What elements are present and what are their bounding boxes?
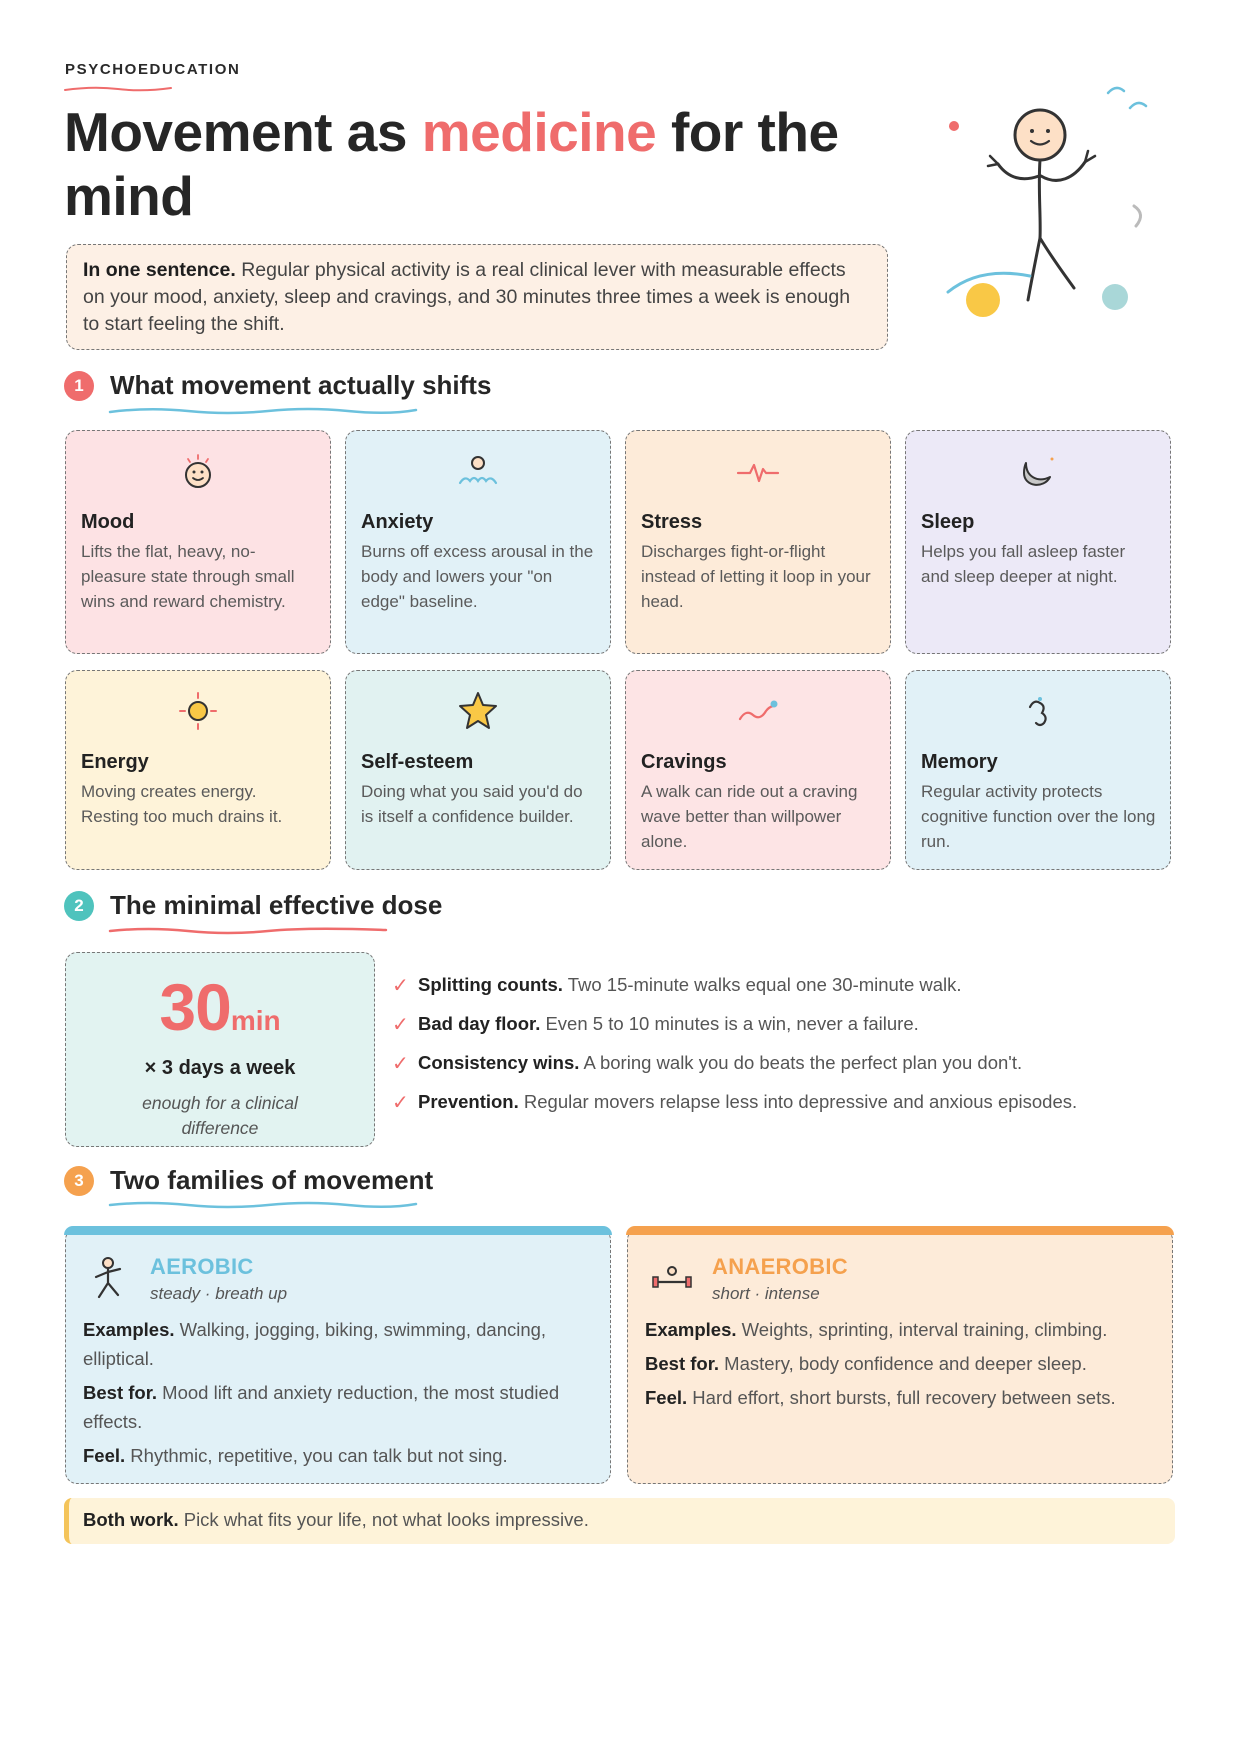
- brain-icon: [1016, 689, 1060, 733]
- section-1-title: What movement actually shifts: [110, 370, 492, 400]
- effect-title: Sleep: [921, 511, 975, 533]
- aerobic-feel: [83, 1441, 590, 1470]
- point-lead: Splitting counts.: [418, 974, 563, 995]
- effect-card-anxiety: [345, 430, 611, 654]
- dose-unit: min: [230, 1005, 281, 1036]
- effect-card-energy: [65, 670, 331, 870]
- dose-number: 30: [159, 970, 231, 1044]
- aerobic-accent-bar: [64, 1226, 612, 1235]
- feel-text: Rhythmic, repetitive, you can talk but not sing.: [125, 1445, 508, 1466]
- point-lead: Prevention.: [418, 1091, 519, 1112]
- barbell-icon: [646, 1255, 698, 1301]
- eyebrow-label: PSYCHOEDUCATION: [65, 61, 241, 78]
- effect-card-self-esteem: [345, 670, 611, 870]
- eyebrow-underline: [63, 85, 173, 93]
- point-text: Two 15-minute walks equal one 30-minute walk.: [562, 974, 962, 995]
- dose-checklist: [392, 973, 1192, 1129]
- examples-label: Examples.: [83, 1319, 175, 1340]
- effect-desc: Burns off excess arousal in the body and lowers your "on edge" baseline.: [361, 542, 594, 611]
- list-item: [392, 973, 1192, 1012]
- summary-text: Regular physical activity is a real clinical lever with measurable effects on your mood, anxiety, sleep and cravings, and 30 minutes three times a week is enough to start feeling the shift.: [83, 259, 851, 335]
- title-accent: medicine: [421, 101, 657, 163]
- dose-note: enough for a clinical difference: [142, 1093, 298, 1138]
- wave-icon: [736, 689, 780, 733]
- anaerobic-feel: [645, 1383, 1152, 1412]
- best-for-label: Best for.: [645, 1353, 720, 1374]
- effect-title: Stress: [641, 511, 703, 533]
- examples-text: Walking, jogging, biking, swimming, dancing, elliptical.: [83, 1319, 547, 1369]
- checkmark-icon: ✓: [392, 975, 409, 997]
- effect-desc: A walk can ride out a craving wave better than willpower alone.: [641, 782, 858, 851]
- anaerobic-body: [645, 1315, 1152, 1417]
- point-lead: Bad day floor.: [418, 1013, 541, 1034]
- calm-waves-icon: [456, 449, 500, 493]
- effect-title: Mood: [81, 511, 135, 533]
- section-2-number: 2: [64, 891, 94, 921]
- section-3-title: Two families of movement: [110, 1165, 434, 1195]
- section-3-header: [64, 1165, 433, 1196]
- sun-icon: [176, 689, 220, 733]
- anaerobic-card: [627, 1228, 1173, 1484]
- feel-label: Feel.: [83, 1445, 126, 1466]
- page-title: [64, 100, 904, 228]
- anaerobic-title: ANAEROBIC: [712, 1254, 848, 1279]
- feel-label: Feel.: [645, 1387, 688, 1408]
- dose-frequency: × 3 days a week: [144, 1057, 296, 1079]
- aerobic-card: [65, 1228, 611, 1484]
- aerobic-subtitle: steady · breath up: [150, 1284, 288, 1303]
- checkmark-icon: ✓: [392, 1092, 409, 1114]
- dose-amount: [66, 969, 374, 1045]
- list-item: [392, 1090, 1192, 1129]
- section-2-underline: [108, 926, 388, 936]
- summary-box: [66, 244, 888, 350]
- feel-text: Hard effort, short bursts, full recovery between sets.: [687, 1387, 1116, 1408]
- title-part-1: Movement as: [64, 101, 422, 163]
- aerobic-title: AEROBIC: [150, 1254, 254, 1279]
- effect-desc: Regular activity protects cognitive function over the long run.: [921, 782, 1156, 851]
- dose-card: [65, 952, 375, 1147]
- effect-desc: Doing what you said you'd do is itself a confidence builder.: [361, 782, 583, 826]
- checkmark-icon: ✓: [392, 1014, 409, 1036]
- effect-title: Cravings: [641, 751, 727, 773]
- aerobic-examples: [83, 1315, 590, 1373]
- point-text: Even 5 to 10 minutes is a win, never a failure.: [540, 1013, 919, 1034]
- effect-title: Anxiety: [361, 511, 434, 533]
- point-text: A boring walk you do beats the perfect plan you don't.: [579, 1052, 1023, 1073]
- best-for-label: Best for.: [83, 1382, 158, 1403]
- section-2-title: The minimal effective dose: [110, 890, 443, 920]
- effect-desc: Moving creates energy. Resting too much drains it.: [81, 782, 283, 826]
- list-item: [392, 1051, 1192, 1090]
- heartbeat-icon: [736, 449, 780, 493]
- effect-card-memory: [905, 670, 1171, 870]
- checkmark-icon: ✓: [392, 1053, 409, 1075]
- aerobic-body: [83, 1315, 590, 1475]
- point-lead: Consistency wins.: [418, 1052, 580, 1073]
- best-for-text: Mastery, body confidence and deeper sleep.: [719, 1353, 1087, 1374]
- note-text: Pick what fits your life, not what looks impressive.: [178, 1509, 589, 1530]
- effect-title: Energy: [81, 751, 149, 773]
- section-1-header: [64, 370, 491, 401]
- section-3-underline: [108, 1200, 418, 1210]
- both-work-note: [64, 1498, 1175, 1544]
- moon-icon: [1016, 449, 1060, 493]
- stick-figure-illustration: [940, 78, 1160, 328]
- anaerobic-best-for: [645, 1349, 1152, 1378]
- section-3-number: 3: [64, 1166, 94, 1196]
- effect-card-mood: [65, 430, 331, 654]
- running-figure-icon: [88, 1255, 128, 1301]
- section-1-number: 1: [64, 371, 94, 401]
- anaerobic-subtitle: short · intense: [712, 1284, 820, 1303]
- section-1-underline: [108, 406, 418, 416]
- title-part-2: for the mind: [64, 101, 839, 227]
- star-icon: [456, 689, 500, 733]
- effect-desc: Discharges fight-or-flight instead of letting it loop in your head.: [641, 542, 871, 611]
- list-item: [392, 1012, 1192, 1051]
- best-for-text: Mood lift and anxiety reduction, the most studied effects.: [83, 1382, 560, 1432]
- aerobic-best-for: [83, 1378, 590, 1436]
- summary-lead: In one sentence.: [83, 259, 236, 281]
- effect-desc: Lifts the flat, heavy, no-pleasure state through small wins and reward chemistry.: [81, 542, 295, 611]
- examples-label: Examples.: [645, 1319, 737, 1340]
- effect-desc: Helps you fall asleep faster and sleep deeper at night.: [921, 542, 1126, 586]
- smiley-icon: [176, 449, 220, 493]
- effect-title: Memory: [921, 751, 998, 773]
- effect-card-sleep: [905, 430, 1171, 654]
- anaerobic-examples: [645, 1315, 1152, 1344]
- effect-card-cravings: [625, 670, 891, 870]
- examples-text: Weights, sprinting, interval training, climbing.: [736, 1319, 1108, 1340]
- point-text: Regular movers relapse less into depressive and anxious episodes.: [518, 1091, 1078, 1112]
- note-lead: Both work.: [83, 1509, 179, 1530]
- effect-card-stress: [625, 430, 891, 654]
- effect-title: Self-esteem: [361, 751, 474, 773]
- anaerobic-accent-bar: [626, 1226, 1174, 1235]
- section-2-header: [64, 890, 442, 921]
